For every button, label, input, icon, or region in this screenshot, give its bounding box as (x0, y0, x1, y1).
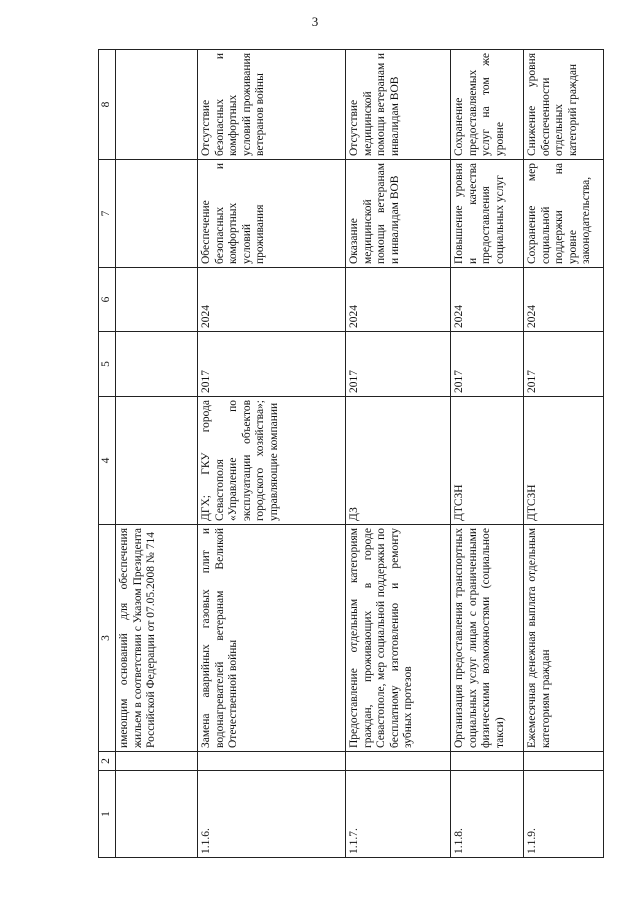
end-year (116, 268, 198, 332)
expected-result: Обеспечение безопасных и комфортных условий проживания (198, 160, 346, 268)
measure-name: Организация предоставления транспортных социальных услуг лицам с ограниченными физическими возможностями (социальное такси) (451, 525, 524, 752)
non-fulfillment-consequence: Отсутствие медицинской помощи ветеранам и инвалидам ВОВ (346, 50, 451, 160)
end-year: 2024 (346, 268, 451, 332)
executor (116, 397, 198, 525)
non-fulfillment-consequence: Снижение уровня обеспеченности отдельных категорий граждан (524, 50, 604, 160)
cell-col2 (346, 752, 451, 771)
executor: ДГХ; ГКУ города Севастополя «Управление по эксплуатации объектов городского хозяйства»; управляющие компании (198, 397, 346, 525)
row-number: 1.1.7. (346, 771, 451, 858)
expected-result: Повышение уровня и качества предоставления социальных услуг (451, 160, 524, 268)
measure-name: имеющим оснований для обеспечения жильем в соответствии с Указом Президента Российской Федерации от 07.05.2008 № 714 (116, 525, 198, 752)
header-cell: 6 (99, 268, 116, 332)
executor: ДТСЗН (524, 397, 604, 525)
table-row (451, 50, 524, 858)
row-number: 1.1.6. (198, 771, 346, 858)
executor: ДТСЗН (451, 397, 524, 525)
table-row (524, 50, 604, 858)
header-cell: 3 (99, 525, 116, 752)
executor: ДЗ (346, 397, 451, 525)
rotated-table-wrapper (98, 50, 618, 858)
row-number: 1.1.8. (451, 771, 524, 858)
cell-col2 (451, 752, 524, 771)
start-year: 2017 (198, 332, 346, 397)
header-cell: 5 (99, 332, 116, 397)
measure-name: Предоставление отдельным категориям граждан, проживающих в городе Севастополе, мер социальной поддержки по бесплатному изготовлению и ремонту зубных протезов (346, 525, 451, 752)
non-fulfillment-consequence: Сохранение предоставляемых услуг на том же уровне (451, 50, 524, 160)
row-number (116, 771, 198, 858)
expected-result: Оказание медицинской помощи ветеранам и инвалидам ВОВ (346, 160, 451, 268)
non-fulfillment-consequence (116, 50, 198, 160)
end-year: 2024 (524, 268, 604, 332)
start-year: 2017 (524, 332, 604, 397)
header-cell: 2 (99, 752, 116, 771)
header-cell: 7 (99, 160, 116, 268)
row-number: 1.1.9. (524, 771, 604, 858)
table-header-row (99, 50, 116, 858)
expected-result: Сохранение мер социальной поддержки на уровне законодательства, (524, 160, 604, 268)
page-number: 3 (311, 14, 319, 29)
header-cell: 8 (99, 50, 116, 160)
non-fulfillment-consequence: Отсутствие безопасных и комфортных условий проживания ветеранов войны (198, 50, 346, 160)
start-year: 2017 (451, 332, 524, 397)
expected-result (116, 160, 198, 268)
measures-table (98, 49, 604, 858)
table-row (346, 50, 451, 858)
measure-name: Ежемесячная денежная выплата отдельным категориям граждан (524, 525, 604, 752)
start-year: 2017 (346, 332, 451, 397)
table-row (116, 50, 198, 858)
table-row (198, 50, 346, 858)
start-year (116, 332, 198, 397)
header-cell: 4 (99, 397, 116, 525)
cell-col2 (524, 752, 604, 771)
cell-col2 (116, 752, 198, 771)
header-cell: 1 (99, 771, 116, 858)
end-year: 2024 (451, 268, 524, 332)
measure-name: Замена аварийных газовых плит и водонагревателей ветеранам Великой Отечественной войны (198, 525, 346, 752)
end-year: 2024 (198, 268, 346, 332)
cell-col2 (198, 752, 346, 771)
